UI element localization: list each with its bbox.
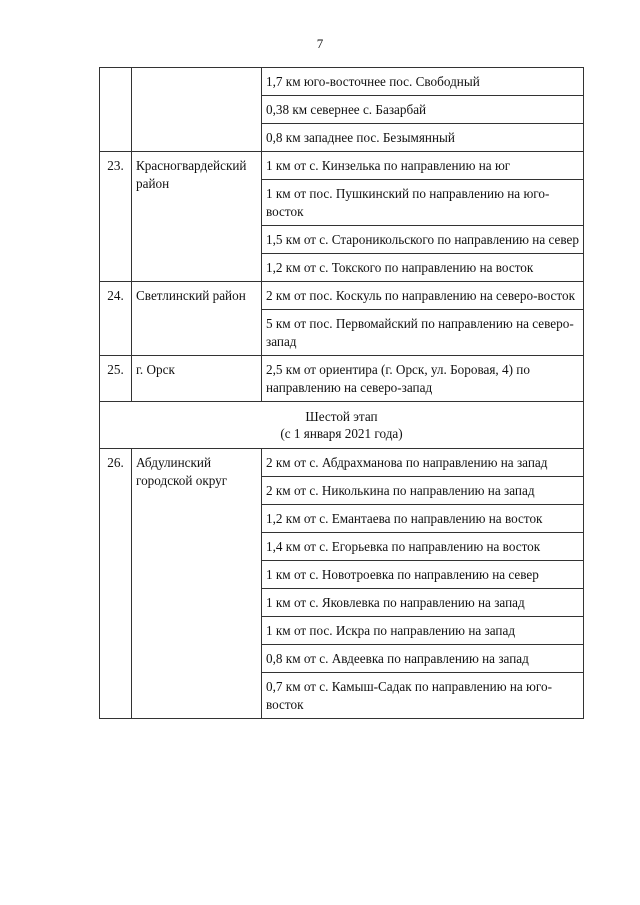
stage-date: (с 1 января 2021 года) bbox=[280, 426, 403, 441]
location-cell: 1 км от с. Новотроевка по направлению на север bbox=[262, 561, 584, 589]
location-cell: 2,5 км от ориентира (г. Орск, ул. Боровая, 4) по направлению на северо-запад bbox=[262, 356, 584, 402]
table-row bbox=[100, 68, 584, 96]
page-number: 7 bbox=[316, 36, 324, 51]
location-cell: 1 км от с. Яковлевка по направлению на запад bbox=[262, 589, 584, 617]
location-cell: 1,2 км от с. Токского по направлению на восток bbox=[262, 254, 584, 282]
table-row bbox=[100, 449, 584, 477]
location-cell: 0,8 км от с. Авдеевка по направлению на запад bbox=[262, 645, 584, 673]
location-cell: 1,5 км от с. Староникольского по направлению на север bbox=[262, 226, 584, 254]
row-number: 25. bbox=[100, 356, 132, 402]
location-cell: 1,7 км юго-восточнее пос. Свободный bbox=[262, 68, 584, 96]
location-cell: 2 км от с. Николькина по направлению на запад bbox=[262, 477, 584, 505]
location-cell: 1 км от пос. Пушкинский по направлению на юго-восток bbox=[262, 180, 584, 226]
location-cell: 0,7 км от с. Камыш-Садак по направлению на юго-восток bbox=[262, 673, 584, 719]
location-cell: 0,8 км западнее пос. Безымянный bbox=[262, 124, 584, 152]
table-row bbox=[100, 152, 584, 180]
row-number bbox=[100, 68, 132, 152]
location-cell: 1 км от пос. Искра по направлению на запад bbox=[262, 617, 584, 645]
row-number: 24. bbox=[100, 282, 132, 356]
sites-table bbox=[99, 67, 584, 719]
location-cell: 2 км от с. Абдрахманова по направлению на запад bbox=[262, 449, 584, 477]
row-number: 23. bbox=[100, 152, 132, 282]
district-name: г. Орск bbox=[132, 356, 262, 402]
stage-title: Шестой этап bbox=[305, 409, 378, 424]
location-cell: 1,4 км от с. Егорьевка по направлению на восток bbox=[262, 533, 584, 561]
location-cell: 0,38 км севернее с. Базарбай bbox=[262, 96, 584, 124]
location-cell: 5 км от пос. Первомайский по направлению на северо-запад bbox=[262, 310, 584, 356]
location-cell: 2 км от пос. Коскуль по направлению на северо-восток bbox=[262, 282, 584, 310]
district-name: Красногвардейский район bbox=[132, 152, 262, 282]
stage-header bbox=[100, 402, 584, 449]
district-name: Светлинский район bbox=[132, 282, 262, 356]
location-cell: 1 км от с. Кинзелька по направлению на юг bbox=[262, 152, 584, 180]
district-name bbox=[132, 68, 262, 152]
stage-row bbox=[100, 402, 584, 449]
table-row bbox=[100, 282, 584, 310]
row-number: 26. bbox=[100, 449, 132, 719]
location-cell: 1,2 км от с. Емантаева по направлению на восток bbox=[262, 505, 584, 533]
district-name: Абдулинский городской округ bbox=[132, 449, 262, 719]
table-row bbox=[100, 356, 584, 402]
